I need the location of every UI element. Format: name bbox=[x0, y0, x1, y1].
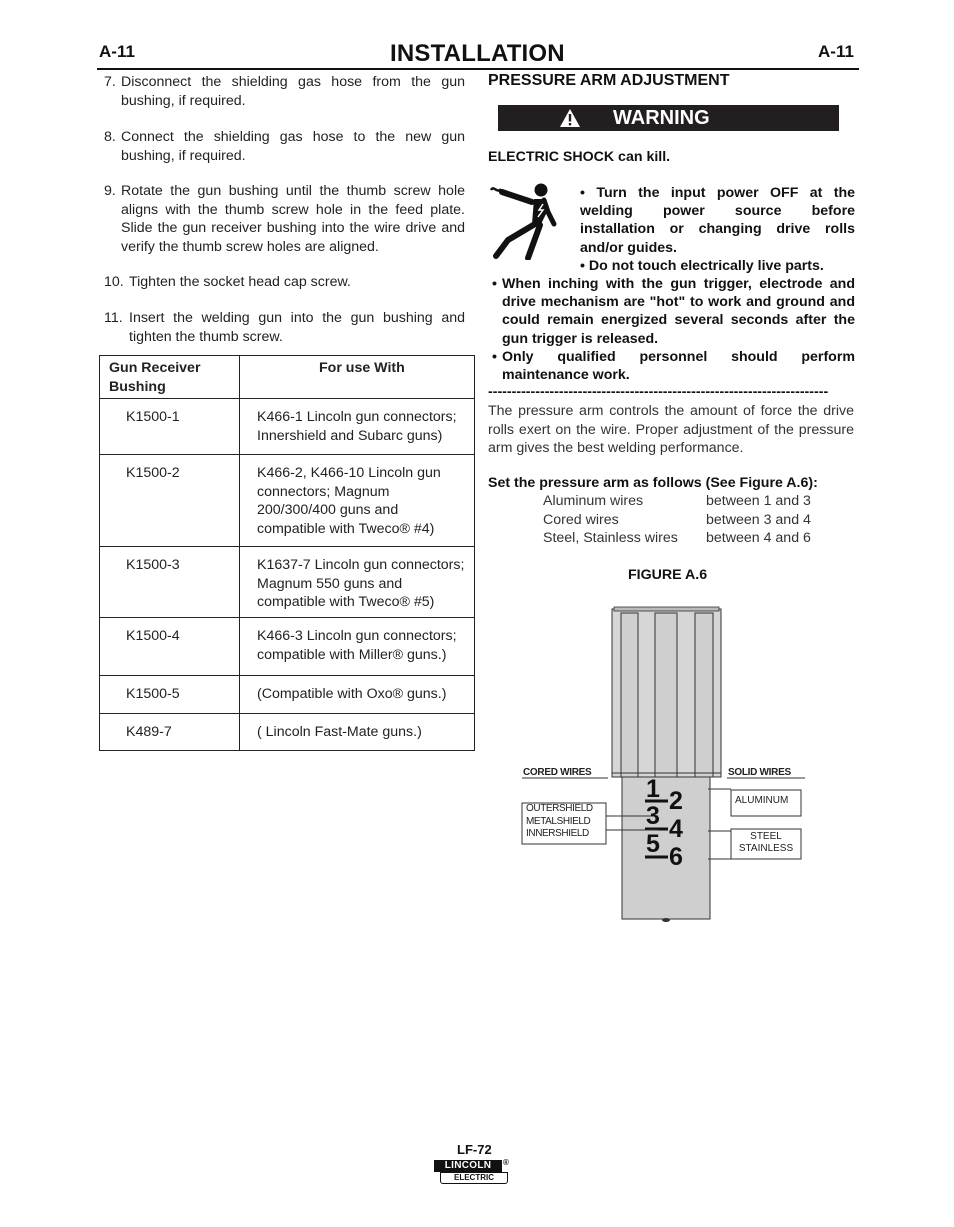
bullet-dot: • bbox=[580, 258, 589, 274]
bushing-part: K1500-2 bbox=[100, 455, 240, 547]
table-row bbox=[100, 676, 475, 714]
stainless-label: STAINLESS bbox=[738, 843, 794, 854]
setting-wire: Steel, Stainless wires bbox=[543, 530, 678, 546]
setting-wire: Cored wires bbox=[543, 512, 619, 528]
logo-registered: ® bbox=[503, 1158, 509, 1167]
table-row bbox=[100, 618, 475, 676]
settings-title: Set the pressure arm as follows (See Figure A.6): bbox=[488, 475, 818, 491]
header-code-left: A-11 bbox=[99, 42, 135, 61]
step-text: Connect the shielding gas hose to the new gun bushing, if required. bbox=[121, 129, 465, 164]
bushing-use: (Compatible with Oxo® guns.) bbox=[240, 676, 475, 714]
step-text: Insert the welding gun into the gun bushing and tighten the thumb screw. bbox=[129, 310, 465, 345]
logo-electric: ELECTRIC bbox=[440, 1172, 508, 1184]
warning-bullet-inching: When inching with the gun trigger, electrode and drive mechanism are "hot" to work and ground and could remain energized several seconds after the gun trigger is released. bbox=[502, 276, 855, 347]
step-number: 11. bbox=[104, 310, 123, 326]
warning-bullet-live-parts bbox=[580, 257, 855, 275]
bullet-dot: • bbox=[492, 349, 497, 365]
bushing-part: K489-7 bbox=[100, 714, 240, 751]
setting-digit-4: 4 bbox=[669, 815, 683, 843]
wire-type-outershield: OUTERSHIELD bbox=[526, 803, 593, 814]
bushing-use: ( Lincoln Fast-Mate guns.) bbox=[240, 714, 475, 751]
setting-digit-5: 5 bbox=[646, 830, 660, 858]
step-number: 7. bbox=[104, 74, 116, 90]
steel-label: STEEL bbox=[750, 831, 782, 842]
bushing-table bbox=[99, 355, 475, 751]
bushing-use: K466-1 Lincoln gun connectors; Innershield and Subarc guns) bbox=[240, 399, 475, 455]
solid-wires-label: SOLID WIRES bbox=[728, 767, 791, 778]
warning-divider: ------------------------------------------------------------------------ bbox=[488, 384, 829, 400]
warning-banner bbox=[498, 105, 839, 131]
setting-range: between 3 and 4 bbox=[706, 512, 811, 528]
setting-range: between 1 and 3 bbox=[706, 493, 811, 509]
header-code-right: A-11 bbox=[818, 42, 854, 61]
setting-range: between 4 and 6 bbox=[706, 530, 811, 546]
steel-stainless-label bbox=[731, 831, 801, 855]
table-row bbox=[100, 455, 475, 547]
warning-label: WARNING bbox=[613, 106, 710, 129]
setting-row bbox=[543, 492, 643, 511]
table-header-row bbox=[100, 356, 475, 399]
bushing-part: K1500-4 bbox=[100, 618, 240, 676]
aluminum-label: ALUMINUM bbox=[735, 795, 789, 806]
step-8 bbox=[104, 128, 466, 168]
warning-triangle-icon bbox=[559, 108, 581, 128]
step-9 bbox=[104, 182, 466, 260]
bullet-dot: • bbox=[492, 276, 497, 292]
wire-type-innershield: INNERSHIELD bbox=[526, 828, 589, 839]
step-11 bbox=[104, 309, 466, 349]
bushing-part: K1500-1 bbox=[100, 399, 240, 455]
wire-type-metalshield: METALSHIELD bbox=[526, 815, 591, 827]
table-row bbox=[100, 547, 475, 618]
lincoln-electric-logo bbox=[434, 1160, 510, 1186]
warning-bullet-qualified: Only qualified personnel should perform maintenance work. bbox=[502, 349, 855, 384]
step-number: 8. bbox=[104, 129, 116, 145]
setting-digit-1: 1 bbox=[646, 775, 660, 803]
section-title: PRESSURE ARM ADJUSTMENT bbox=[488, 72, 730, 89]
column-header-bushing: Gun Receiver Bushing bbox=[100, 356, 240, 399]
column-header-use: For use With bbox=[240, 356, 475, 399]
bushing-use: K466-2, K466-10 Lincoln gun connectors; Magnum 200/300/400 guns and compatible with Tweco® #4) bbox=[240, 455, 475, 547]
setting-digit-3: 3 bbox=[646, 802, 660, 830]
logo-lincoln: LINCOLN bbox=[434, 1160, 502, 1172]
bullet-text: Turn the input power OFF at the welding power source before installation or changing drive rolls and/or guides. bbox=[580, 185, 855, 256]
bushing-part: K1500-3 bbox=[100, 547, 240, 618]
pressure-arm-diagram bbox=[508, 605, 818, 925]
warning-bullet-power-off bbox=[580, 184, 855, 257]
cored-wires-label: CORED WIRES bbox=[523, 767, 592, 778]
bushing-use: K1637-7 Lincoln gun connectors; Magnum 550 guns and compatible with Tweco® #5) bbox=[240, 547, 475, 618]
cored-wire-types bbox=[526, 803, 593, 841]
setting-wire: Aluminum wires bbox=[543, 493, 644, 509]
setting-digit-6: 6 bbox=[669, 843, 683, 871]
step-text: Tighten the socket head cap screw. bbox=[129, 274, 351, 290]
pressure-arm-paragraph: The pressure arm controls the amount of force the drive rolls exert on the wire. Proper adjustment of the pressure arm gives the best welding performance. bbox=[488, 403, 854, 456]
step-number: 9. bbox=[104, 183, 116, 199]
table-row bbox=[100, 714, 475, 751]
electric-shock-icon bbox=[488, 180, 576, 260]
bullet-text: Do not touch electrically live parts. bbox=[588, 258, 824, 274]
step-text: Rotate the gun bushing until the thumb screw hole aligns with the thumb screw hole in the feed plate. Slide the gun receiver bushing into the wire drive and verify the thumb screw holes are aligned. bbox=[121, 183, 465, 255]
footer-code: LF-72 bbox=[457, 1142, 492, 1157]
step-7 bbox=[104, 73, 466, 113]
header-rule bbox=[97, 68, 859, 70]
shock-title: ELECTRIC SHOCK can kill. bbox=[488, 149, 671, 165]
step-10 bbox=[104, 273, 466, 293]
figure-title: FIGURE A.6 bbox=[628, 567, 708, 583]
step-text: Disconnect the shielding gas hose from the gun bushing, if required. bbox=[121, 74, 465, 109]
table-row bbox=[100, 399, 475, 455]
step-number: 10. bbox=[104, 274, 124, 290]
bullet-dot: • bbox=[580, 185, 597, 201]
bushing-use: K466-3 Lincoln gun connectors; compatible with Miller® guns.) bbox=[240, 618, 475, 676]
page-title: INSTALLATION bbox=[390, 40, 565, 67]
bushing-part: K1500-5 bbox=[100, 676, 240, 714]
setting-digit-2: 2 bbox=[669, 787, 683, 815]
